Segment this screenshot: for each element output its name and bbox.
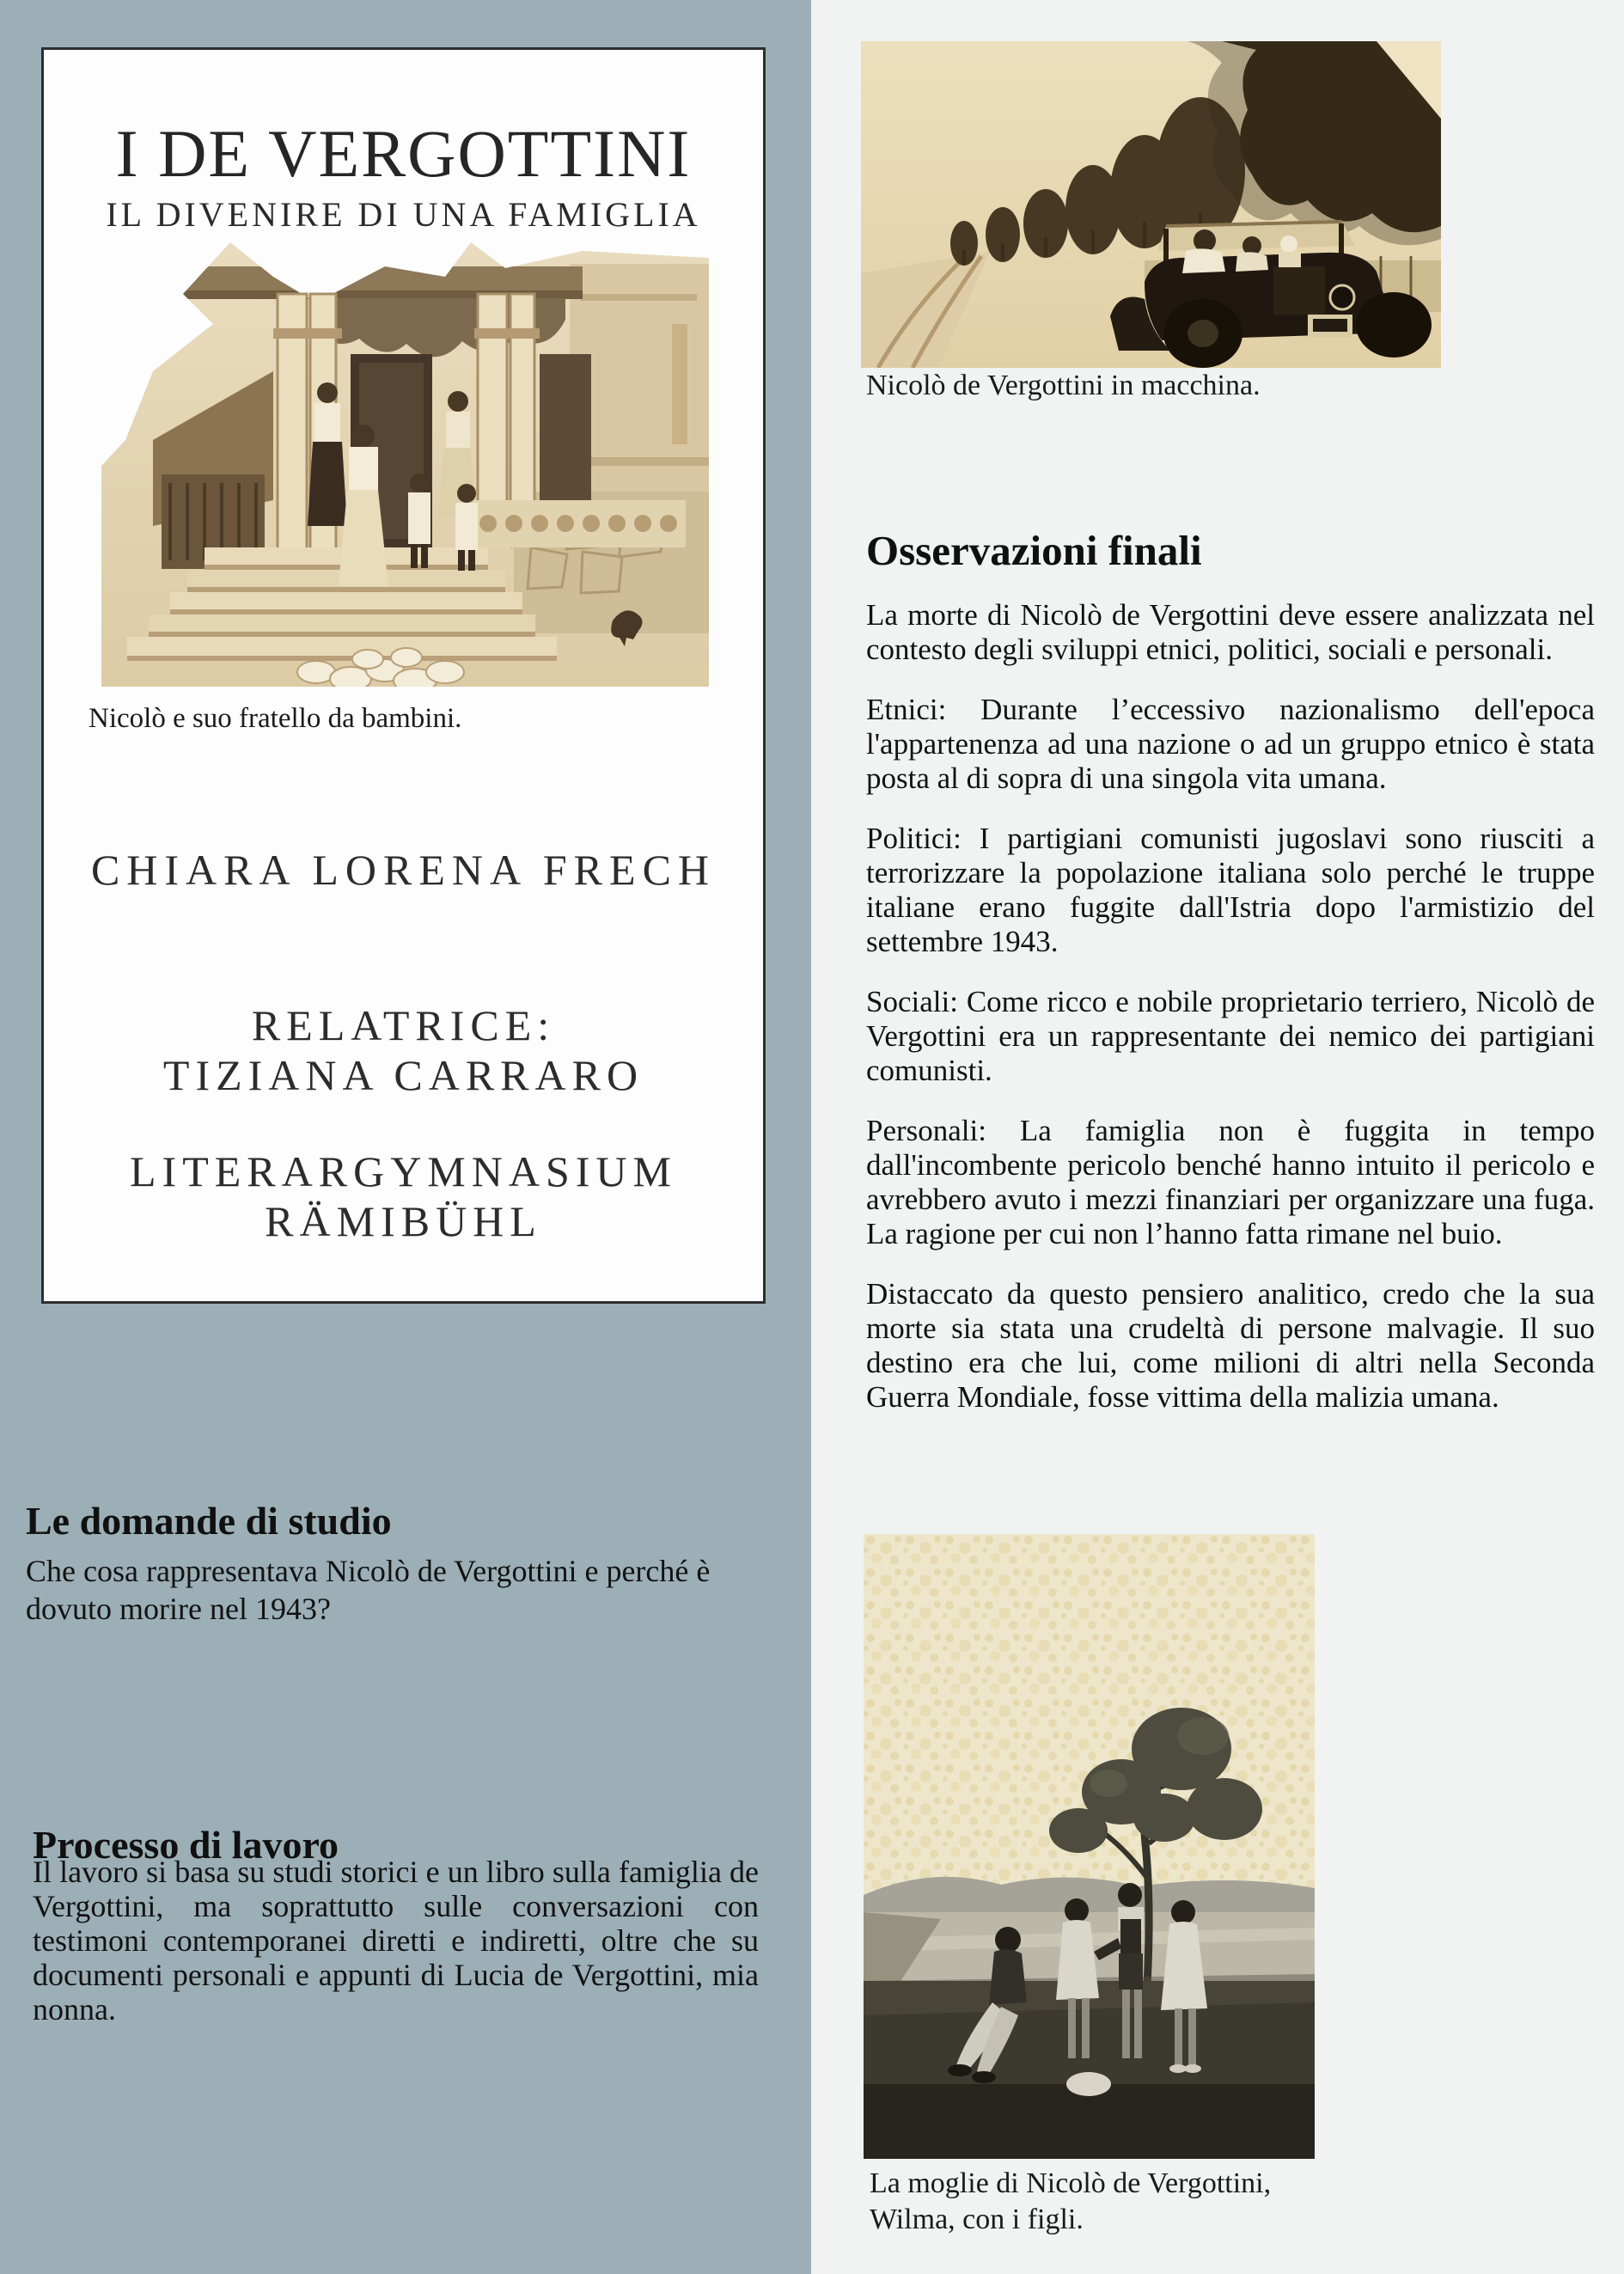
author-name: CHIARA LORENA FRECH (90, 846, 717, 894)
observation-paragraph: La morte di Nicolò de Vergottini deve essere analizzata nel contesto degli sviluppi etnici, politici, sociali e personali. (866, 598, 1595, 666)
observation-paragraph: Sociali: Come ricco e nobile proprietario terriero, Nicolò de Vergottini era un rappresentante dei nemico dei partigiani comunisti. (866, 985, 1595, 1087)
car-photo-caption: Nicolò de Vergottini in macchina. (866, 370, 1261, 401)
family-caption-line2: Wilma, con i figli. (870, 2204, 1084, 2235)
family-photo-illustration (864, 1534, 1315, 2159)
school-name-line1: LITERARGYMNASIUM (130, 1147, 677, 1195)
relatrice-block (44, 1000, 763, 1100)
observations-paragraphs (866, 598, 1595, 1440)
observations-heading: Osservazioni finali (866, 527, 1202, 574)
process-heading: Processo di lavoro (33, 1823, 339, 1867)
villa-photo-caption: Nicolò e suo fratello da bambini. (89, 703, 462, 734)
poster-title: I DE VERGOTTINI (115, 116, 692, 191)
process-body: Il lavoro si basa su studi storici e un libro sulla famiglia de Vergottini, ma soprattutto sulle conversazioni con testimoni contemporanei diretti e indiretti, oltre che su documenti personali e appunti di Lucia de Vergottini, mia nonna. (33, 1855, 759, 2026)
questions-heading: Le domande di studio (26, 1499, 392, 1543)
questions-body: Che cosa rappresentava Nicolò de Vergottini e perché è dovuto morire nel 1943? (26, 1554, 711, 1626)
observation-paragraph: Etnici: Durante l’eccessivo nazionalismo dell'epoca l'appartenenza ad una nazione o ad un gruppo etnico è stata posta al di sopra di una singola vita umana. (866, 693, 1595, 795)
family-field-photo (864, 1534, 1315, 2159)
relatrice-name: TIZIANA CARRARO (162, 1051, 644, 1099)
family-photo-caption (870, 2166, 1271, 2238)
observation-paragraph: Politici: I partigiani comunisti jugoslavi sono riusciti a terrorizzare la popolazione italiana solo perché le truppe italiane erano fuggite dall'Istria dopo l'armistizio del settembre 1943. (866, 822, 1595, 958)
poster-subtitle: IL DIVENIRE DI UNA FAMIGLIA (106, 195, 701, 234)
family-caption-line1: La moglie di Nicolò de Vergottini, (870, 2167, 1272, 2199)
observation-paragraph: Distaccato da questo pensiero analitico, credo che la sua morte sia stata una crudeltà di persone malvagie. Il suo destino era che lui, come milioni di altri nella Seconda Guerra Mondiale, fosse vittima della malizia umana. (866, 1277, 1595, 1414)
school-name-line2: RÄMIBÜHL (265, 1197, 542, 1245)
car-photo (861, 41, 1441, 368)
villa-photo-illustration (101, 242, 709, 687)
car-photo-illustration (861, 41, 1441, 368)
relatrice-label: RELATRICE: (251, 1001, 556, 1049)
school-block (44, 1146, 763, 1246)
villa-family-photo (101, 242, 709, 687)
cover-card (41, 47, 766, 1304)
observation-paragraph: Personali: La famiglia non è fuggita in tempo dall'incombente pericolo benché hanno intuito il pericolo e avrebbero avuto i mezzi finanziari per organizzare una fuga. La ragione per cui non l’hanno fatta rimane nel buio. (866, 1114, 1595, 1250)
